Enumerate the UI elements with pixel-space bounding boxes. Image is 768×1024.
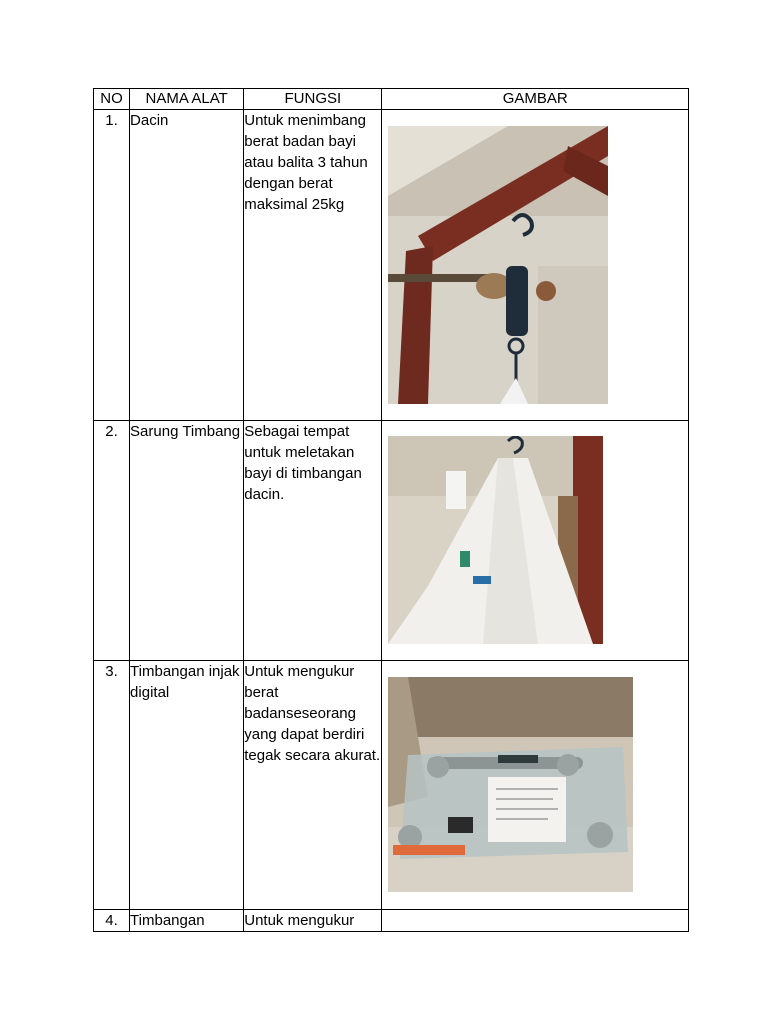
table-row xyxy=(94,661,689,910)
table-row xyxy=(94,421,689,661)
row-number: 2. xyxy=(94,421,130,661)
tool-name: Timbangan injak digital xyxy=(130,661,244,910)
tool-image-cell xyxy=(382,661,689,910)
tool-function: Untuk mengukur berat badanseseorang yang dapat berdiri tegak secara akurat. xyxy=(244,661,382,910)
tool-function: Untuk mengukur xyxy=(244,910,382,932)
digital-floor-scale-photo xyxy=(388,677,633,892)
tool-image-cell xyxy=(382,110,689,421)
tool-image-cell xyxy=(382,910,689,932)
weighing-sling-bag-photo xyxy=(388,436,603,644)
row-number: 3. xyxy=(94,661,130,910)
tool-name: Sarung Timbang xyxy=(130,421,244,661)
hanging-scale-photo xyxy=(388,126,608,404)
table-row xyxy=(94,910,689,932)
tool-function: Untuk menimbang berat badan bayi atau balita 3 tahun dengan berat maksimal 25kg xyxy=(244,110,382,421)
header-name: NAMA ALAT xyxy=(130,89,244,110)
table-row xyxy=(94,110,689,421)
tool-name: Timbangan xyxy=(130,910,244,932)
header-no: NO xyxy=(94,89,130,110)
row-number: 4. xyxy=(94,910,130,932)
header-image: GAMBAR xyxy=(382,89,689,110)
tool-image-cell xyxy=(382,421,689,661)
header-function: FUNGSI xyxy=(244,89,382,110)
equipment-table xyxy=(93,88,689,932)
tool-name: Dacin xyxy=(130,110,244,421)
tool-function: Sebagai tempat untuk meletakan bayi di timbangan dacin. xyxy=(244,421,382,661)
row-number: 1. xyxy=(94,110,130,421)
table-header-row xyxy=(94,89,689,110)
